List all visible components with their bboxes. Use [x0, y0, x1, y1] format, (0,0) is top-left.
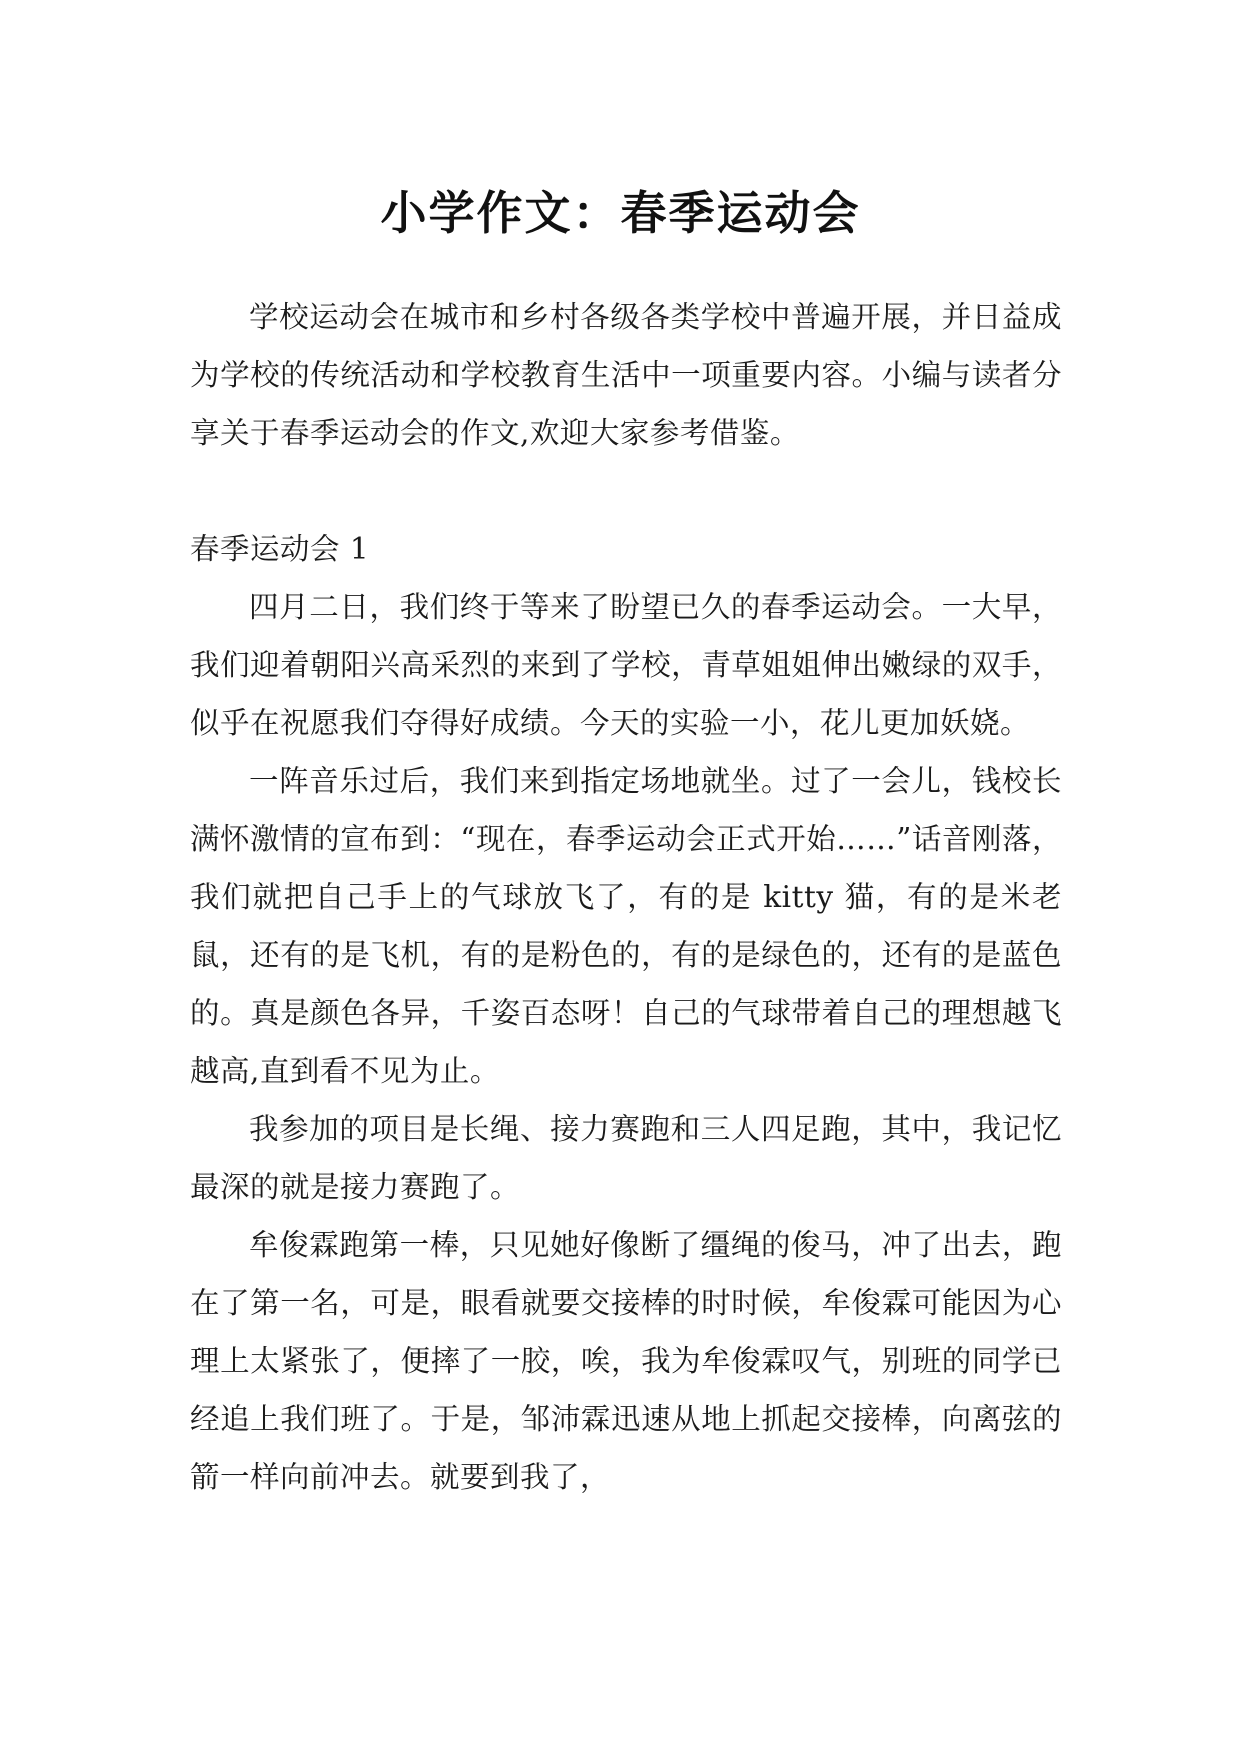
- body-paragraph-3: 我参加的项目是长绳、接力赛跑和三人四足跑，其中，我记忆最深的就是接力赛跑了。: [190, 1112, 1062, 1204]
- section-heading: 春季运动会 1: [190, 532, 370, 566]
- body-paragraph-2: 一阵音乐过后，我们来到指定场地就坐。过了一会儿，钱校长满怀激情的宣布到：“现在，春季运动会正式开始……”话音刚落，我们就把自己手上的气球放飞了，有的是 kitty 猫，有的是米老鼠，还有的是飞机，有的是粉色的，有的是绿色的，还有的是蓝色的。真是颜色各异，千姿百态呀！自己的气球带着自己的理想越飞越高,直到看不见为止。: [190, 764, 1062, 1088]
- body-paragraph-4: 牟俊霖跑第一棒，只见她好像断了缰绳的俊马，冲了出去，跑在了第一名，可是，眼看就要交接棒的时时候，牟俊霖可能因为心理上太紧张了，便摔了一胶，唉，我为牟俊霖叹气，别班的同学已经追上我们班了。于是，邹沛霖迅速从地上抓起交接棒，向离弦的箭一样向前冲去。就要到我了，: [190, 1228, 1062, 1494]
- body-paragraph-1: 四月二日，我们终于等来了盼望已久的春季运动会。一大早，我们迎着朝阳兴高采烈的来到了学校，青草姐姐伸出嫩绿的双手，似乎在祝愿我们夺得好成绩。今天的实验一小，花儿更加妖娆。: [190, 590, 1062, 740]
- document-body: [190, 288, 1062, 1506]
- intro-paragraph: 学校运动会在城市和乡村各级各类学校中普遍开展，并日益成为学校的传统活动和学校教育生活中一项重要内容。小编与读者分享关于春季运动会的作文,欢迎大家参考借鉴。: [190, 300, 1062, 450]
- document-title: 小学作文：春季运动会: [380, 185, 861, 240]
